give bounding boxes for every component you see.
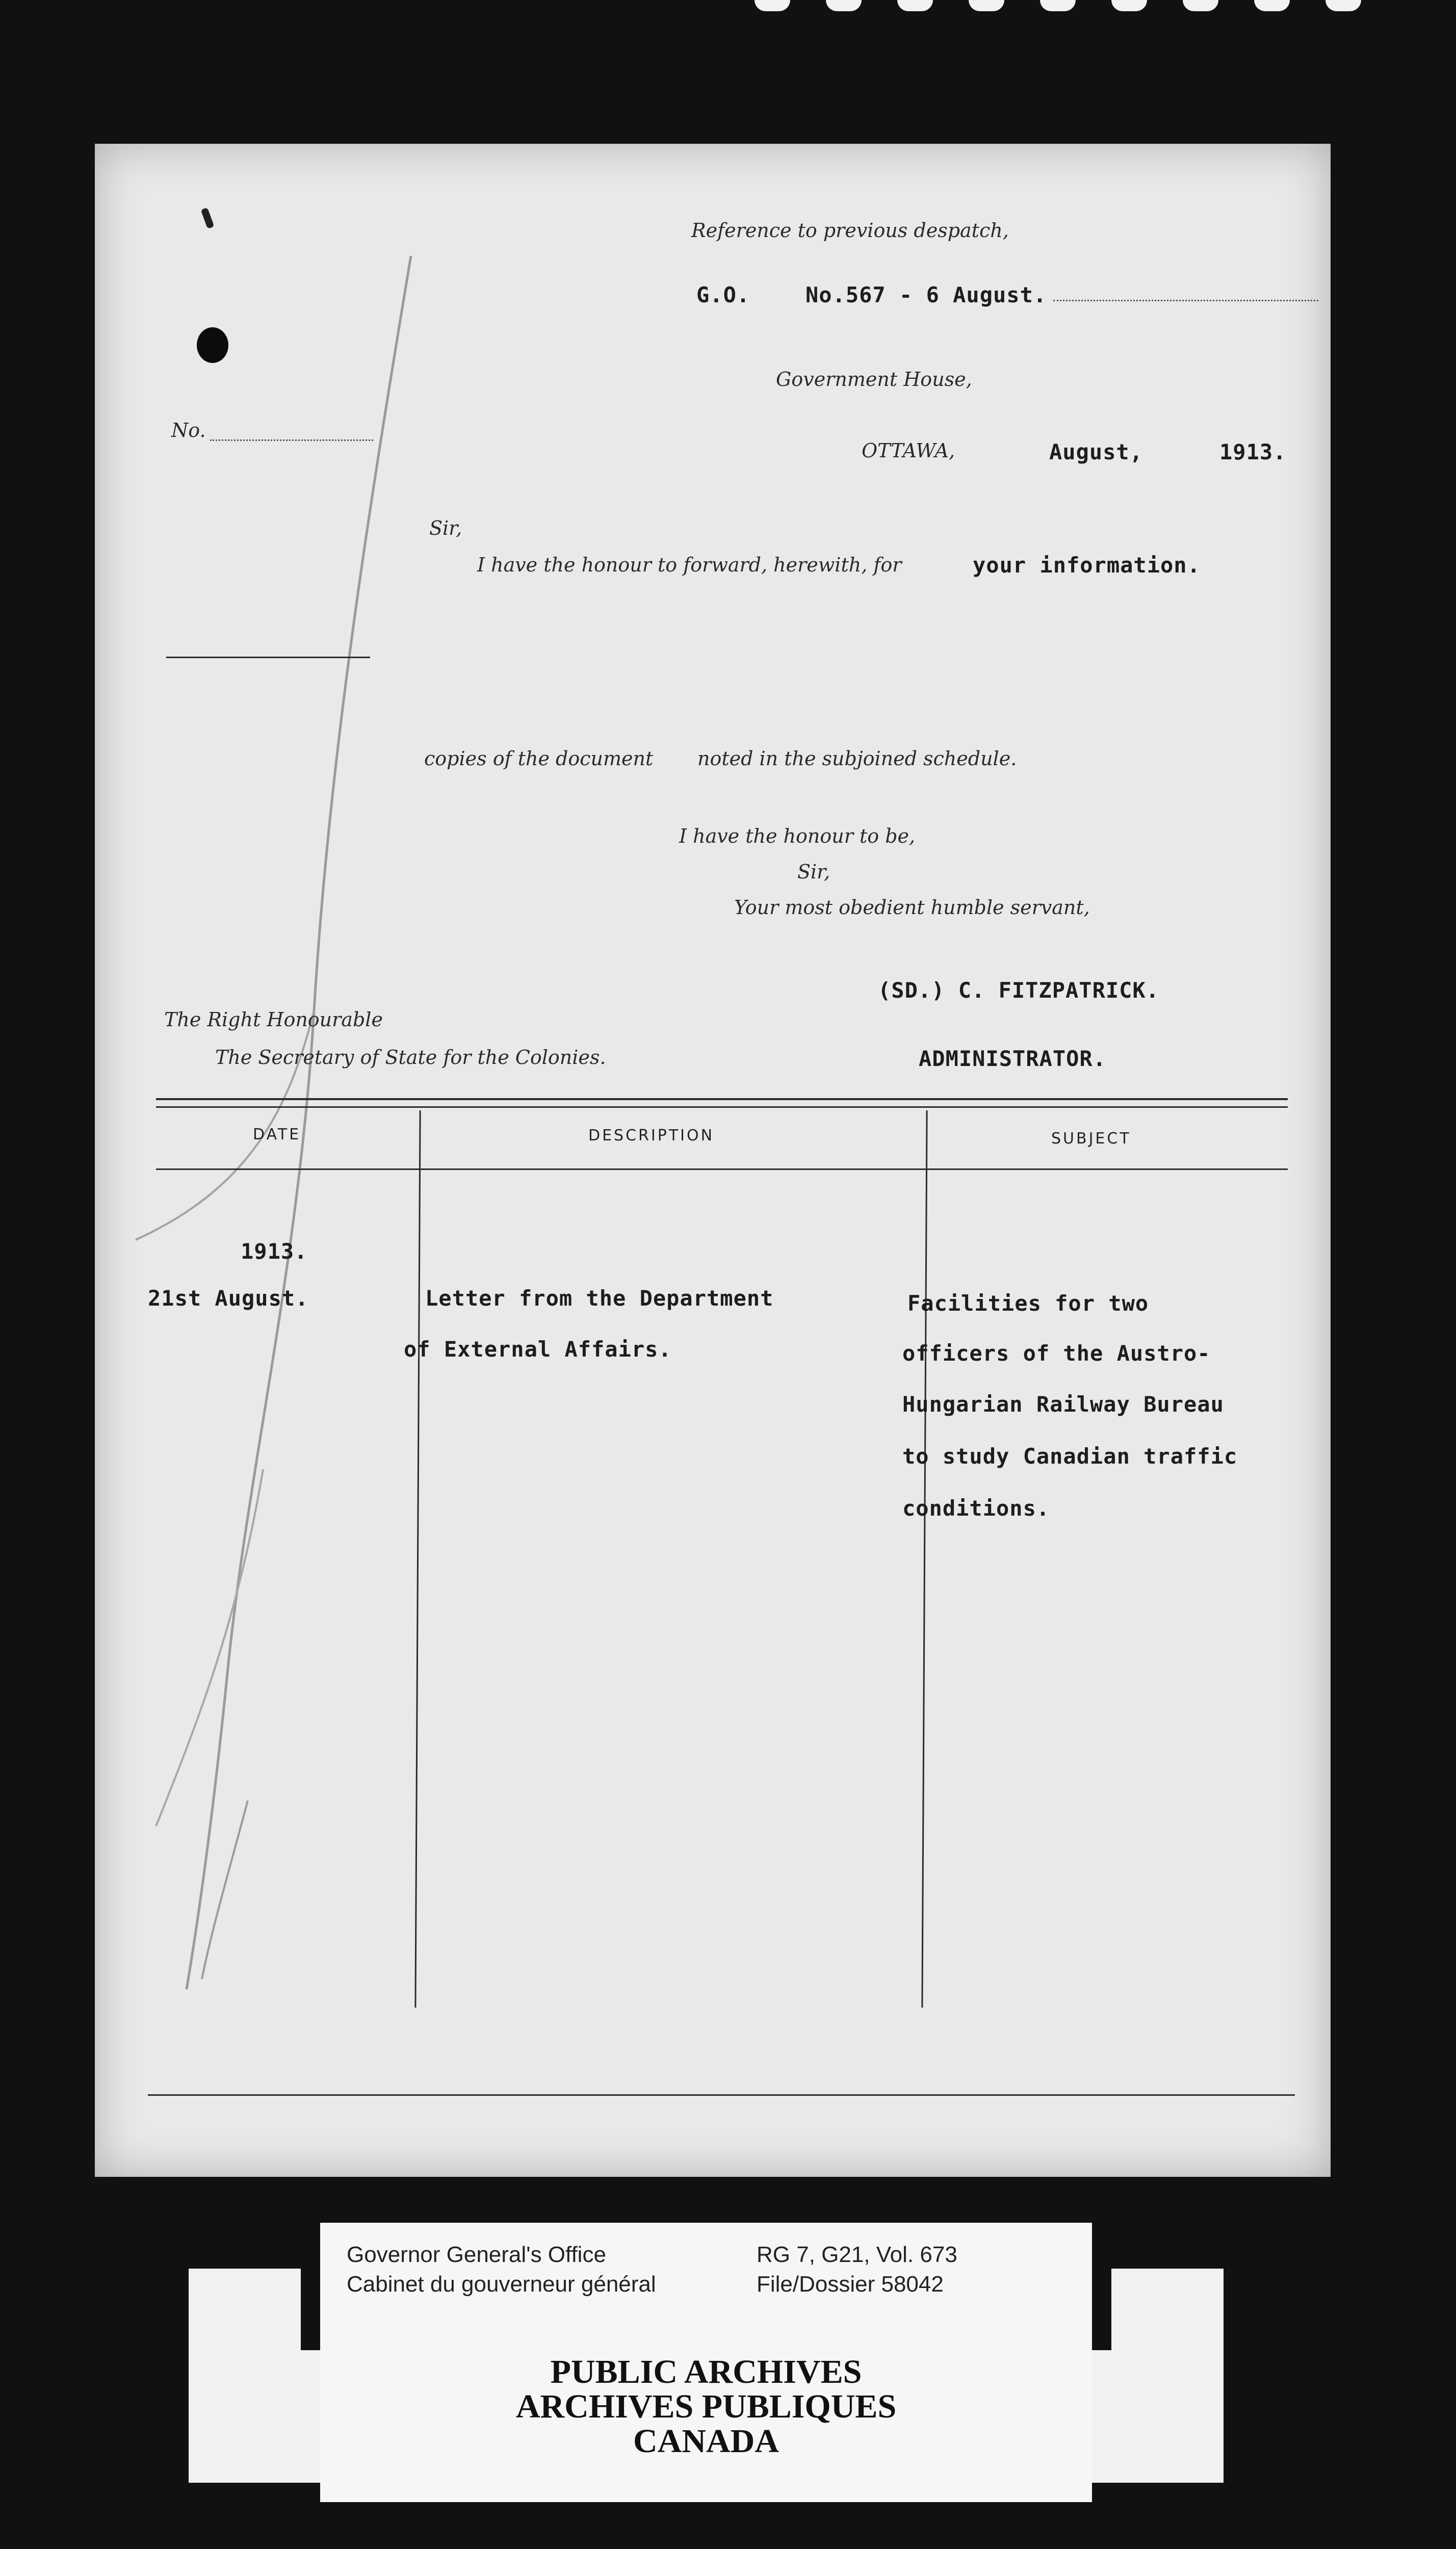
table-bottom-rule <box>148 2094 1295 2096</box>
table-header-rule <box>156 1168 1288 1170</box>
schedule-subject-line: Hungarian Railway Bureau <box>902 1392 1224 1417</box>
closing-servant: Your most obedient humble servant, <box>734 896 1090 919</box>
letter-date-year: 1913. <box>1219 439 1287 464</box>
archive-label-notch-right <box>1092 2223 1111 2350</box>
record-group-ref: RG 7, G21, Vol. 673 <box>757 2242 957 2267</box>
schedule-subject-line: conditions. <box>902 1496 1050 1521</box>
body-line: I have the honour to forward, herewith, for <box>477 554 902 576</box>
archive-name-fr: ARCHIVES PUBLIQUES <box>515 2388 897 2425</box>
archive-label <box>320 2223 1092 2502</box>
table-top-rule-2 <box>156 1106 1288 1108</box>
file-number: File/Dossier 58042 <box>757 2272 944 2297</box>
body-filled-text: your information. <box>973 553 1201 578</box>
number-dotted-line <box>210 439 373 441</box>
film-perforation <box>755 0 790 11</box>
closing-line: I have the honour to be, <box>679 825 916 847</box>
film-perforation <box>1040 0 1076 11</box>
reference-code: G.O. <box>696 282 750 307</box>
archive-name-en: PUBLIC ARCHIVES <box>550 2353 862 2390</box>
schedule-year: 1913. <box>241 1239 308 1264</box>
column-header-subject: SUBJECT <box>1051 1130 1131 1148</box>
film-perforation <box>1325 0 1361 11</box>
table-top-rule <box>156 1098 1288 1100</box>
place-label: OTTAWA, <box>862 439 955 462</box>
schedule-date: 21st August. <box>148 1286 309 1311</box>
noted-text: noted in the subjoined schedule. <box>697 747 1017 770</box>
number-label: No. <box>171 419 206 441</box>
schedule-subject-line: Facilities for two <box>907 1291 1149 1316</box>
government-house-label: Government House, <box>776 368 972 391</box>
closing-sir: Sir, <box>797 861 830 883</box>
schedule-description-line: of External Affairs. <box>404 1337 672 1362</box>
film-perforation <box>826 0 862 11</box>
reference-label: Reference to previous despatch, <box>691 219 1009 242</box>
addressee-line2: The Secretary of State for the Colonies. <box>215 1046 606 1069</box>
office-french: Cabinet du gouverneur général <box>347 2272 656 2297</box>
margin-rule <box>166 657 370 658</box>
schedule-description-line: Letter from the Department <box>425 1286 774 1311</box>
salutation: Sir, <box>429 517 462 539</box>
copies-text: copies of the document <box>424 747 654 770</box>
film-perforation <box>1254 0 1290 11</box>
letter-date-month: August, <box>1049 439 1143 464</box>
column-header-date: DATE <box>253 1126 301 1143</box>
letter-page <box>95 144 1331 2177</box>
schedule-subject-line: to study Canadian traffic <box>902 1444 1238 1469</box>
addressee-line1: The Right Honourable <box>164 1008 383 1031</box>
film-perforation <box>1183 0 1218 11</box>
film-perforation <box>1111 0 1147 11</box>
signature: (SD.) C. FITZPATRICK. <box>878 978 1160 1003</box>
schedule-subject-line: officers of the Austro- <box>902 1341 1211 1366</box>
reference-dotted-line <box>1053 300 1318 301</box>
reference-number: No.567 - 6 August. <box>805 282 1047 307</box>
film-perforation <box>897 0 933 11</box>
column-header-description: DESCRIPTION <box>588 1127 715 1145</box>
signatory-title: ADMINISTRATOR. <box>919 1046 1107 1071</box>
paper-crease <box>95 144 1331 2177</box>
office-english: Governor General's Office <box>347 2242 606 2267</box>
film-perforation <box>969 0 1004 11</box>
archive-country: CANADA <box>633 2423 779 2460</box>
archive-label-notch-left <box>301 2223 320 2350</box>
